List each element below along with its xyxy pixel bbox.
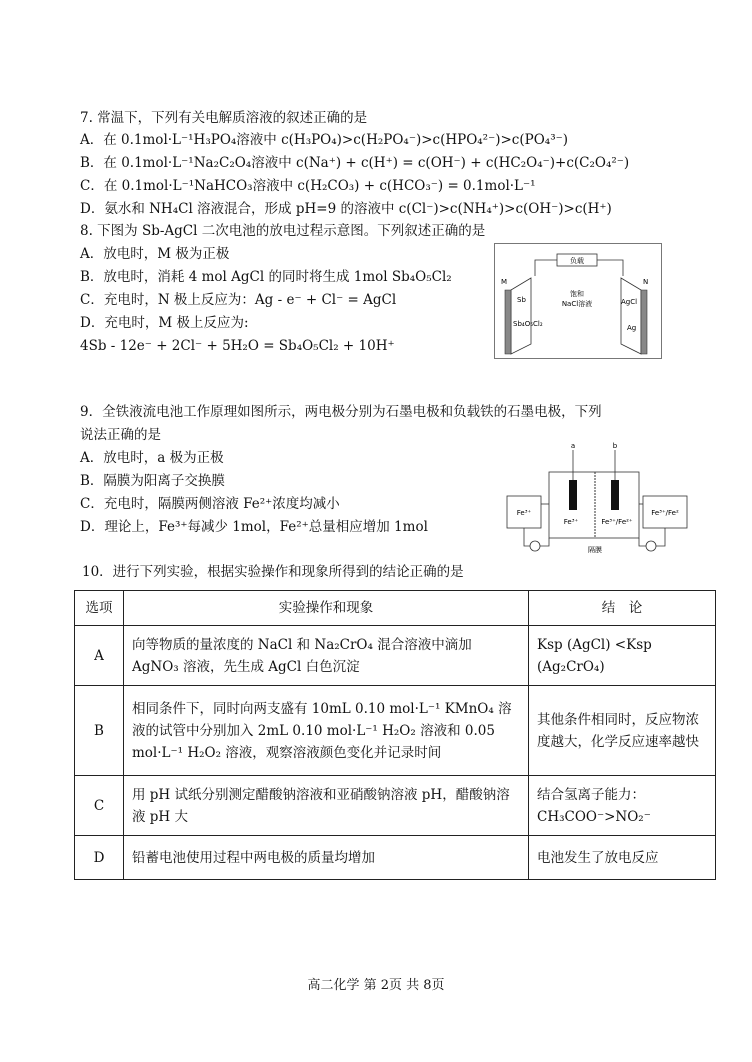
q8-stem: 8. 下图为 Sb-AgCl 二次电池的放电过程示意图。下列叙述正确的是 xyxy=(80,223,486,239)
battery-diagram-svg xyxy=(495,244,661,358)
iron-flow-battery-diagram xyxy=(503,440,713,558)
right-tank-label: Fe³⁺/Fe² xyxy=(651,509,679,517)
sb4o5cl2-label: Sb₄O₅Cl₂ xyxy=(513,320,543,328)
right-wire xyxy=(597,260,623,276)
q8-option-b: B．放电时，消耗 4 mol AgCl 的同时将生成 1mol Sb₄O₅Cl₂ xyxy=(80,269,452,285)
table-header-row xyxy=(75,591,716,626)
membrane-label: 隔膜 xyxy=(588,546,602,554)
electrode-a xyxy=(569,480,577,510)
q7-stem: 7. 常温下，下列有关电解质溶液的叙述正确的是 xyxy=(80,110,368,126)
flow-battery-svg xyxy=(503,440,713,558)
right-electrode-edge xyxy=(641,290,647,354)
q7-option-a: A．在 0.1mol·L⁻¹H₃PO₄溶液中 c(H₃PO₄)>c(H₂PO₄⁻)>c(HPO₄²⁻)>c(PO₄³⁻) xyxy=(80,132,568,148)
table-row xyxy=(75,686,716,776)
row-c-conclusion: 结合氢离子能力：CH₃COO⁻>NO₂⁻ xyxy=(529,776,716,836)
q9-option-d: D．理论上，Fe³⁺每减少 1mol，Fe²⁺总量相应增加 1mol xyxy=(80,519,428,535)
q9-option-b: B．隔膜为阳离子交换膜 xyxy=(80,473,225,489)
q7-option-b: B．在 0.1mol·L⁻¹Na₂C₂O₄溶液中 c(Na⁺) + c(H⁺) = c(OH⁻) + c(HC₂O₄⁻)+c(C₂O₄²⁻) xyxy=(80,155,630,171)
row-b-operation: 相同条件下，同时向两支盛有 10mL 0.10 mol·L⁻¹ KMnO₄ 溶液的试管中分别加入 2mL 0.10 mol·L⁻¹ H₂O₂ 溶液和 0.05 mol·L⁻¹ H₂O₂ 溶液，观察溶液颜色变化并记录时间 xyxy=(124,686,529,776)
agcl-label: AgCl xyxy=(621,298,638,306)
row-b-conclusion: 其他条件相同时，反应物浓度越大，化学反应速率越快 xyxy=(529,686,716,776)
row-a-option: A xyxy=(75,626,124,686)
left-electrode-edge xyxy=(505,290,511,354)
electrode-b-label: b xyxy=(612,442,618,450)
left-wire xyxy=(535,260,557,276)
electrolyte-label-1: 饱和 xyxy=(570,290,584,298)
header-conclusion: 结 论 xyxy=(529,591,716,626)
table-row xyxy=(75,626,716,686)
row-a-conclusion: Ksp (AgCl) <Ksp (Ag₂CrO₄) xyxy=(529,626,716,686)
row-c-operation: 用 pH 试纸分别测定醋酸钠溶液和亚硝酸钠溶液 pH，醋酸钠溶液 pH 大 xyxy=(124,776,529,836)
electrolyte-label-2: NaCl溶液 xyxy=(561,300,593,308)
row-b-option: B xyxy=(75,686,124,776)
electrode-m-label: M xyxy=(501,278,508,286)
table-row xyxy=(75,836,716,880)
right-electrode xyxy=(621,278,641,354)
q9-stem-line2: 说法正确的是 xyxy=(80,427,161,443)
left-electrode xyxy=(511,278,531,354)
q8-option-d: D．充电时，M 极上反应为: xyxy=(80,315,249,331)
header-option: 选项 xyxy=(75,591,124,626)
page-footer: 高二化学 第 2页 共 8页 xyxy=(307,978,445,993)
row-d-operation: 铅蓄电池使用过程中两电极的质量均增加 xyxy=(124,836,529,880)
q9-stem-line1: 9．全铁液流电池工作原理如图所示，两电极分别为石墨电极和负载铁的石墨电极，下列 xyxy=(80,404,602,420)
left-cell-label: Fe³⁺ xyxy=(563,518,579,526)
left-tank-label: Fe³⁺ xyxy=(516,509,532,517)
q9-option-c: C．充电时，隔膜两侧溶液 Fe²⁺浓度均减小 xyxy=(80,496,340,512)
right-pump-icon xyxy=(646,541,656,551)
sb-label: Sb xyxy=(517,296,526,304)
header-operation: 实验操作和现象 xyxy=(124,591,529,626)
electrode-a-label: a xyxy=(570,442,576,450)
right-cell-label: Fe³⁺/Fe²⁺ xyxy=(601,518,633,526)
load-label: 负载 xyxy=(570,257,584,265)
electrode-n-label: N xyxy=(643,278,649,286)
row-d-option: D xyxy=(75,836,124,880)
q7-option-c: C．在 0.1mol·L⁻¹NaHCO₃溶液中 c(H₂CO₃) + c(HCO₃⁻) = 0.1mol·L⁻¹ xyxy=(80,178,536,194)
sb-agcl-battery-diagram xyxy=(494,243,662,359)
row-d-conclusion: 电池发生了放电反应 xyxy=(529,836,716,880)
electrode-b xyxy=(611,480,619,510)
table-row xyxy=(75,776,716,836)
q10-stem: 10．进行下列实验，根据实验操作和现象所得到的结论正确的是 xyxy=(82,564,464,580)
left-pump-icon xyxy=(530,541,540,551)
ag-label: Ag xyxy=(627,324,637,332)
cell-body xyxy=(549,472,639,538)
q7-option-d: D．氨水和 NH₄Cl 溶液混合，形成 pH=9 的溶液中 c(Cl⁻)>c(NH₄⁺)>c(OH⁻)>c(H⁺) xyxy=(80,201,612,217)
q8-option-c: C．充电时，N 极上反应为：Ag - e⁻ + Cl⁻ = AgCl xyxy=(80,292,397,308)
q8-option-a: A．放电时，M 极为正极 xyxy=(80,246,230,262)
row-a-operation: 向等物质的量浓度的 NaCl 和 Na₂CrO₄ 混合溶液中滴加 AgNO₃ 溶液，先生成 AgCl 白色沉淀 xyxy=(124,626,529,686)
experiment-table xyxy=(74,590,716,880)
row-c-option: C xyxy=(75,776,124,836)
q8-equation: 4Sb - 12e⁻ + 2Cl⁻ + 5H₂O = Sb₄O₅Cl₂ + 10H⁺ xyxy=(80,338,395,354)
q9-option-a: A．放电时，a 极为正极 xyxy=(80,450,224,466)
